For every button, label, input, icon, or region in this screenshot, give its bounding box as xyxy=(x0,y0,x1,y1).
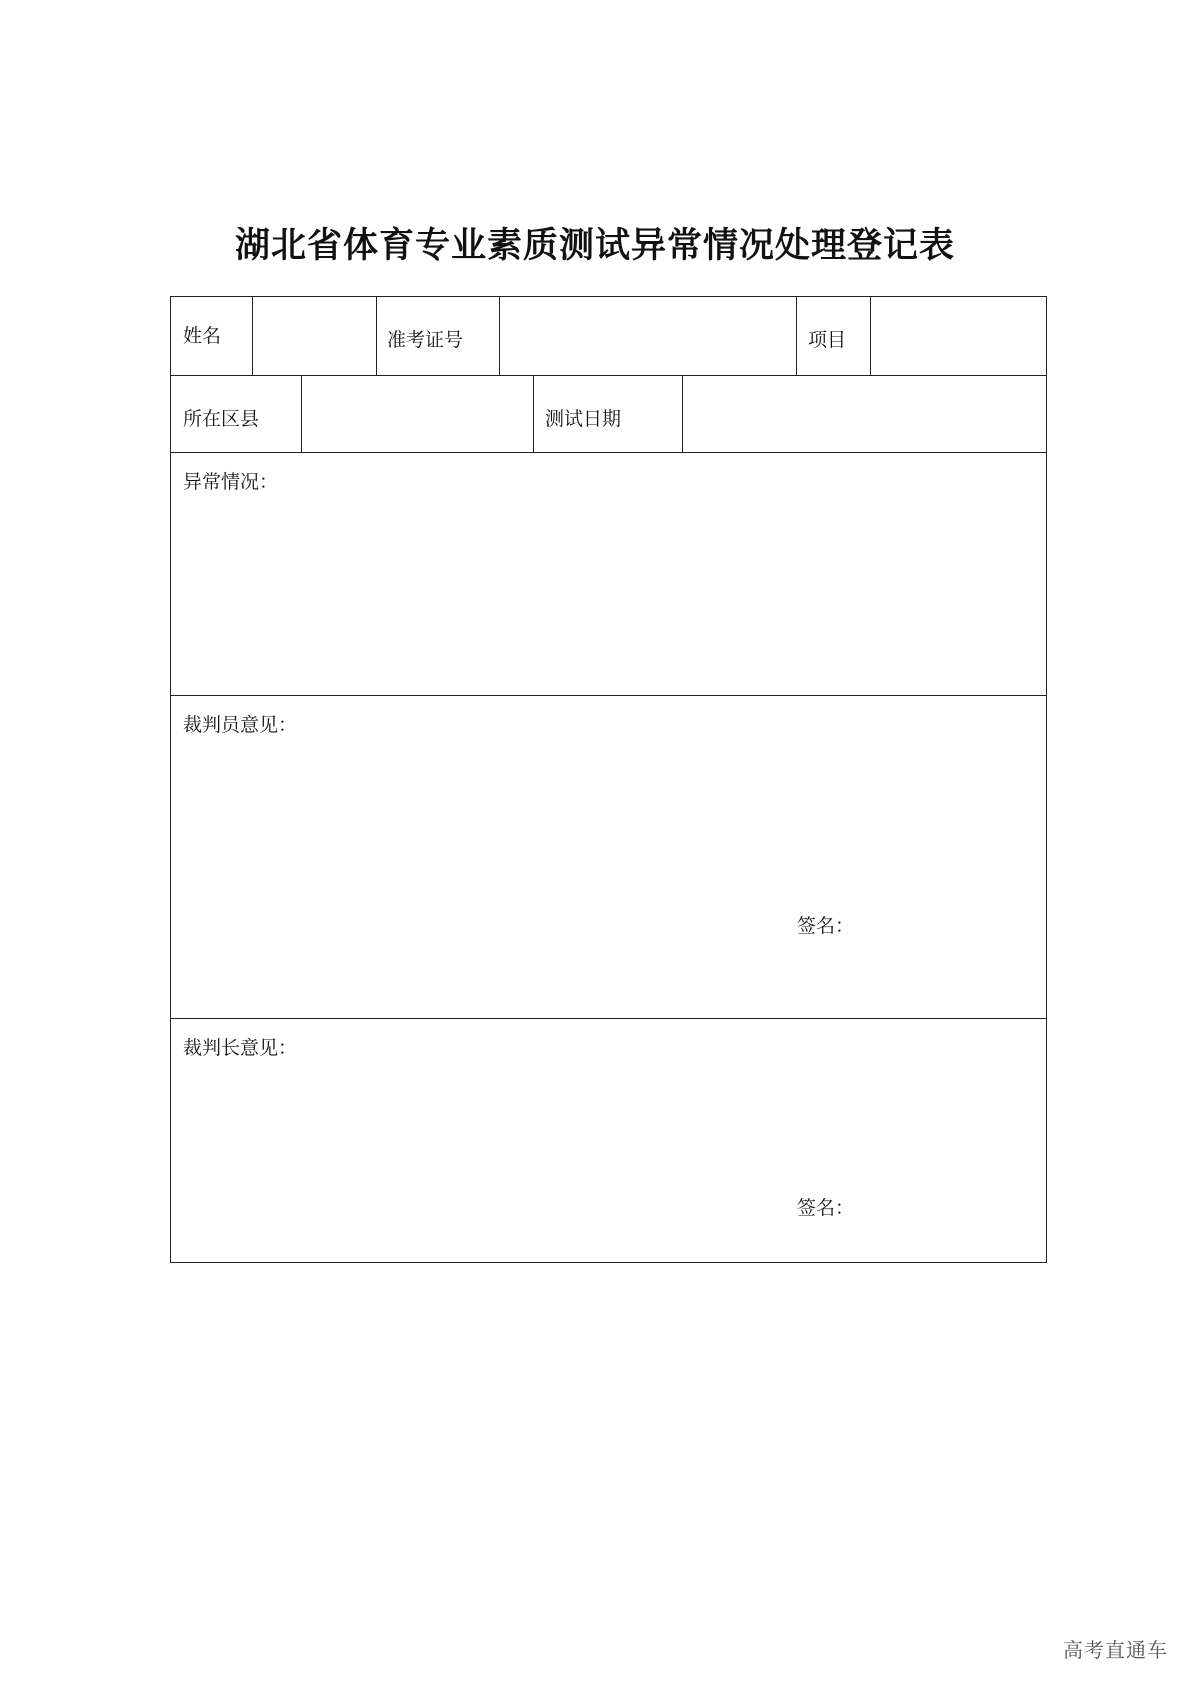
referee-opinion-label: 裁判员意见： xyxy=(183,714,298,736)
row1-divider-b xyxy=(376,297,377,375)
row-divider-2 xyxy=(171,452,1046,453)
district-label: 所在区县 xyxy=(183,408,260,430)
row-divider-3 xyxy=(171,695,1046,696)
district-field[interactable] xyxy=(302,376,532,451)
chief-referee-opinion-field[interactable] xyxy=(172,1062,772,1262)
abnormal-situation-field[interactable] xyxy=(172,497,1047,693)
row-divider-4 xyxy=(171,1018,1046,1019)
test-date-label: 测试日期 xyxy=(545,408,622,430)
row1-divider-d xyxy=(796,297,797,375)
referee-signature-field[interactable] xyxy=(863,902,1043,942)
name-label: 姓名 xyxy=(183,325,222,347)
name-field[interactable] xyxy=(253,298,375,374)
referee-signature-label: 签名： xyxy=(797,915,855,937)
chief-referee-opinion-label: 裁判长意见： xyxy=(183,1037,298,1059)
chief-referee-signature-label: 签名： xyxy=(797,1197,855,1219)
test-date-field[interactable] xyxy=(683,376,1047,451)
chief-referee-signature-field[interactable] xyxy=(863,1184,1043,1224)
watermark: 高考直通车 xyxy=(1063,1638,1168,1662)
abnormal-situation-label: 异常情况： xyxy=(183,471,279,493)
registration-form xyxy=(170,296,1047,1263)
exam-number-field[interactable] xyxy=(500,298,795,374)
page-title: 湖北省体育专业素质测试异常情况处理登记表 xyxy=(234,226,955,266)
referee-opinion-field[interactable] xyxy=(172,737,772,1017)
exam-number-label: 准考证号 xyxy=(387,329,464,351)
event-label: 项目 xyxy=(808,329,847,351)
row2-divider-b xyxy=(533,375,534,452)
event-field[interactable] xyxy=(871,298,1047,374)
